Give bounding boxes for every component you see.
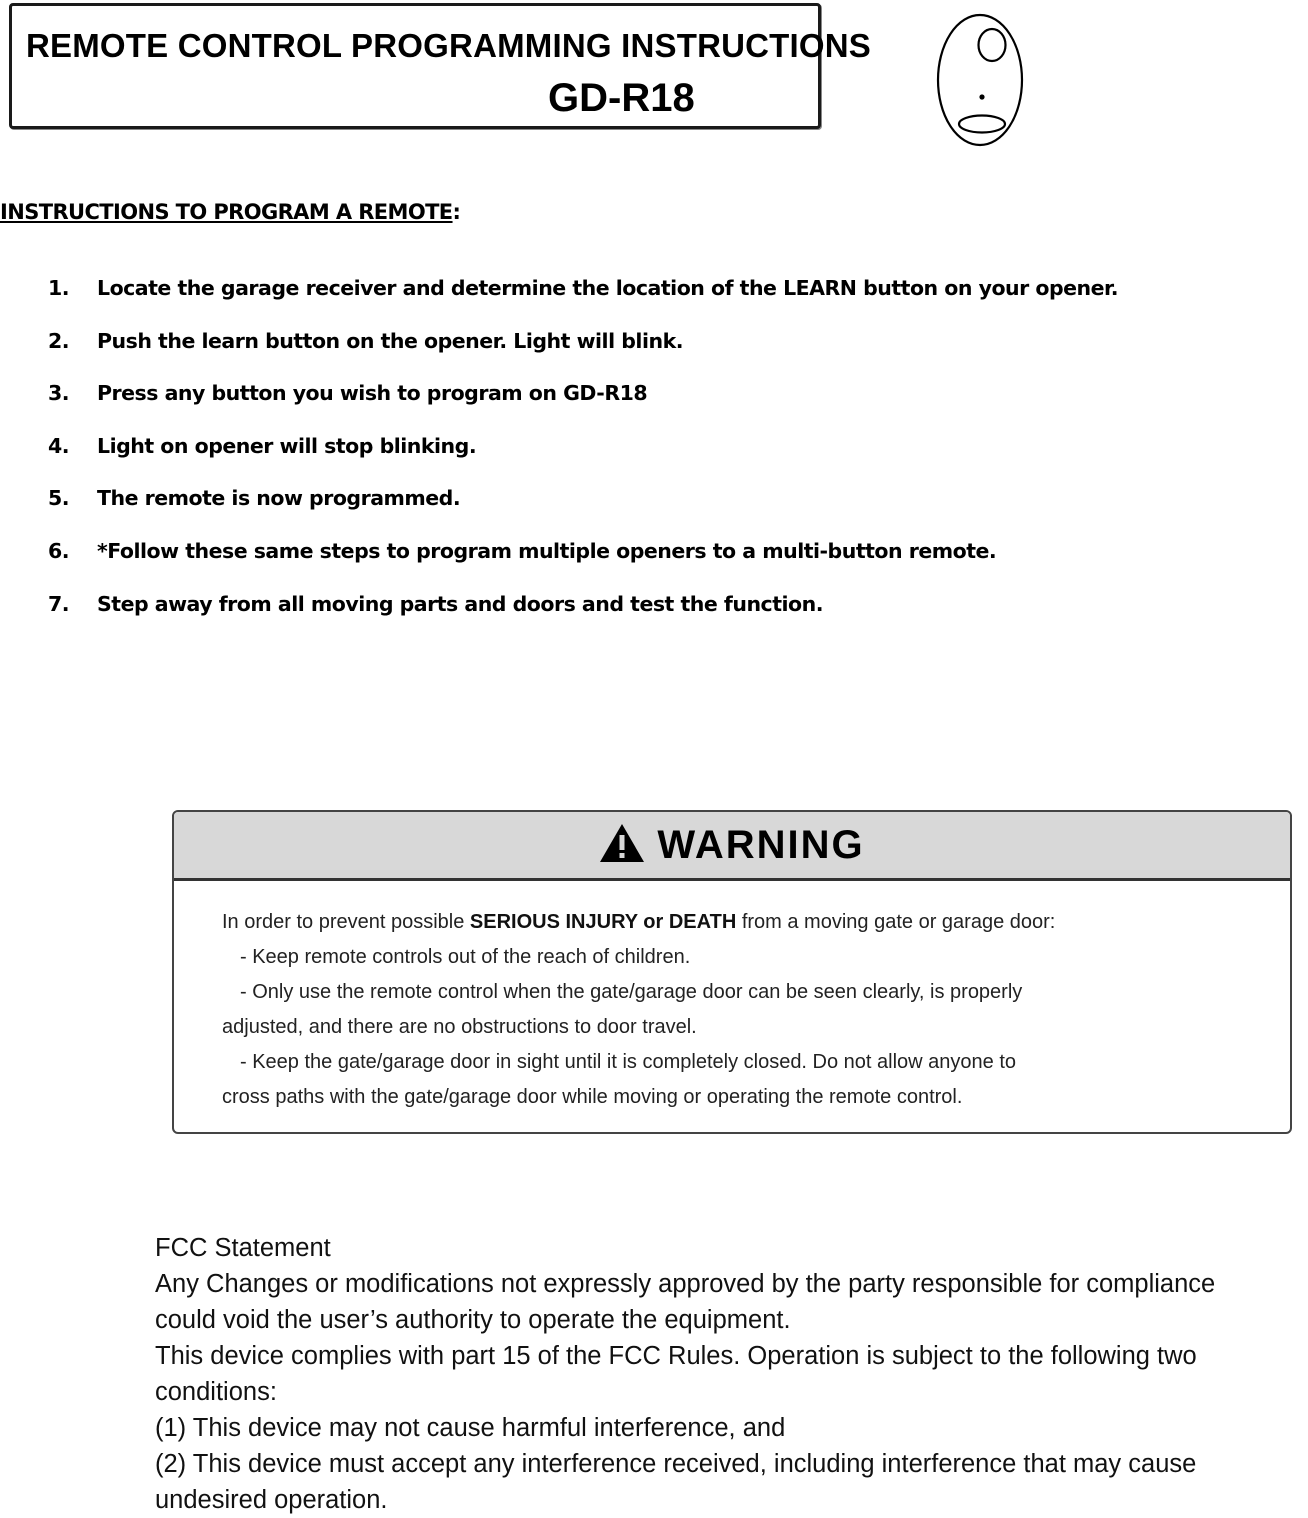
fcc-line: could void the user’s authority to operate the equipment. <box>155 1306 791 1334</box>
warning-title: WARNING <box>657 822 865 867</box>
fcc-line: (1) This device may not cause harmful interference, and <box>155 1414 786 1442</box>
warning-bullet-cont: adjusted, and there are no obstructions to door travel. <box>222 1016 697 1038</box>
warning-body <box>174 881 1290 1115</box>
warning-bullet: - Keep the gate/garage door in sight until it is completely closed. Do not allow anyone to <box>240 1051 1017 1073</box>
warning-header <box>174 812 1290 881</box>
fcc-line: conditions: <box>155 1378 277 1406</box>
model-number: GD-R18 <box>548 76 695 120</box>
page-title: REMOTE CONTROL PROGRAMMING INSTRUCTIONS <box>26 27 872 64</box>
fcc-line: Any Changes or modifications not expressly approved by the party responsible for compliance <box>155 1270 1216 1298</box>
instructions-heading: INSTRUCTIONS TO PROGRAM A REMOTE: <box>0 200 461 224</box>
remote-fob-icon <box>934 10 1028 155</box>
fcc-line: This device complies with part 15 of the FCC Rules. Operation is subject to the following two <box>155 1342 1197 1370</box>
title-box <box>9 3 872 129</box>
fcc-line: (2) This device must accept any interference received, including interference that may cause <box>155 1450 1197 1478</box>
fcc-statement <box>155 1230 1215 1518</box>
warning-bullet: - Keep remote controls out of the reach of children. <box>240 946 691 968</box>
warning-triangle-icon <box>599 823 645 868</box>
warning-box <box>172 810 1292 1134</box>
warning-bullet-cont: cross paths with the gate/garage door while moving or operating the remote control. <box>222 1086 963 1108</box>
fcc-line: undesired operation. <box>155 1486 388 1514</box>
warning-bullet: - Only use the remote control when the gate/garage door can be seen clearly, is properly <box>240 981 1023 1003</box>
fcc-title: FCC Statement <box>155 1234 331 1262</box>
warning-intro: In order to prevent possible SERIOUS INJURY or DEATH from a moving gate or garage door: <box>222 911 1056 933</box>
